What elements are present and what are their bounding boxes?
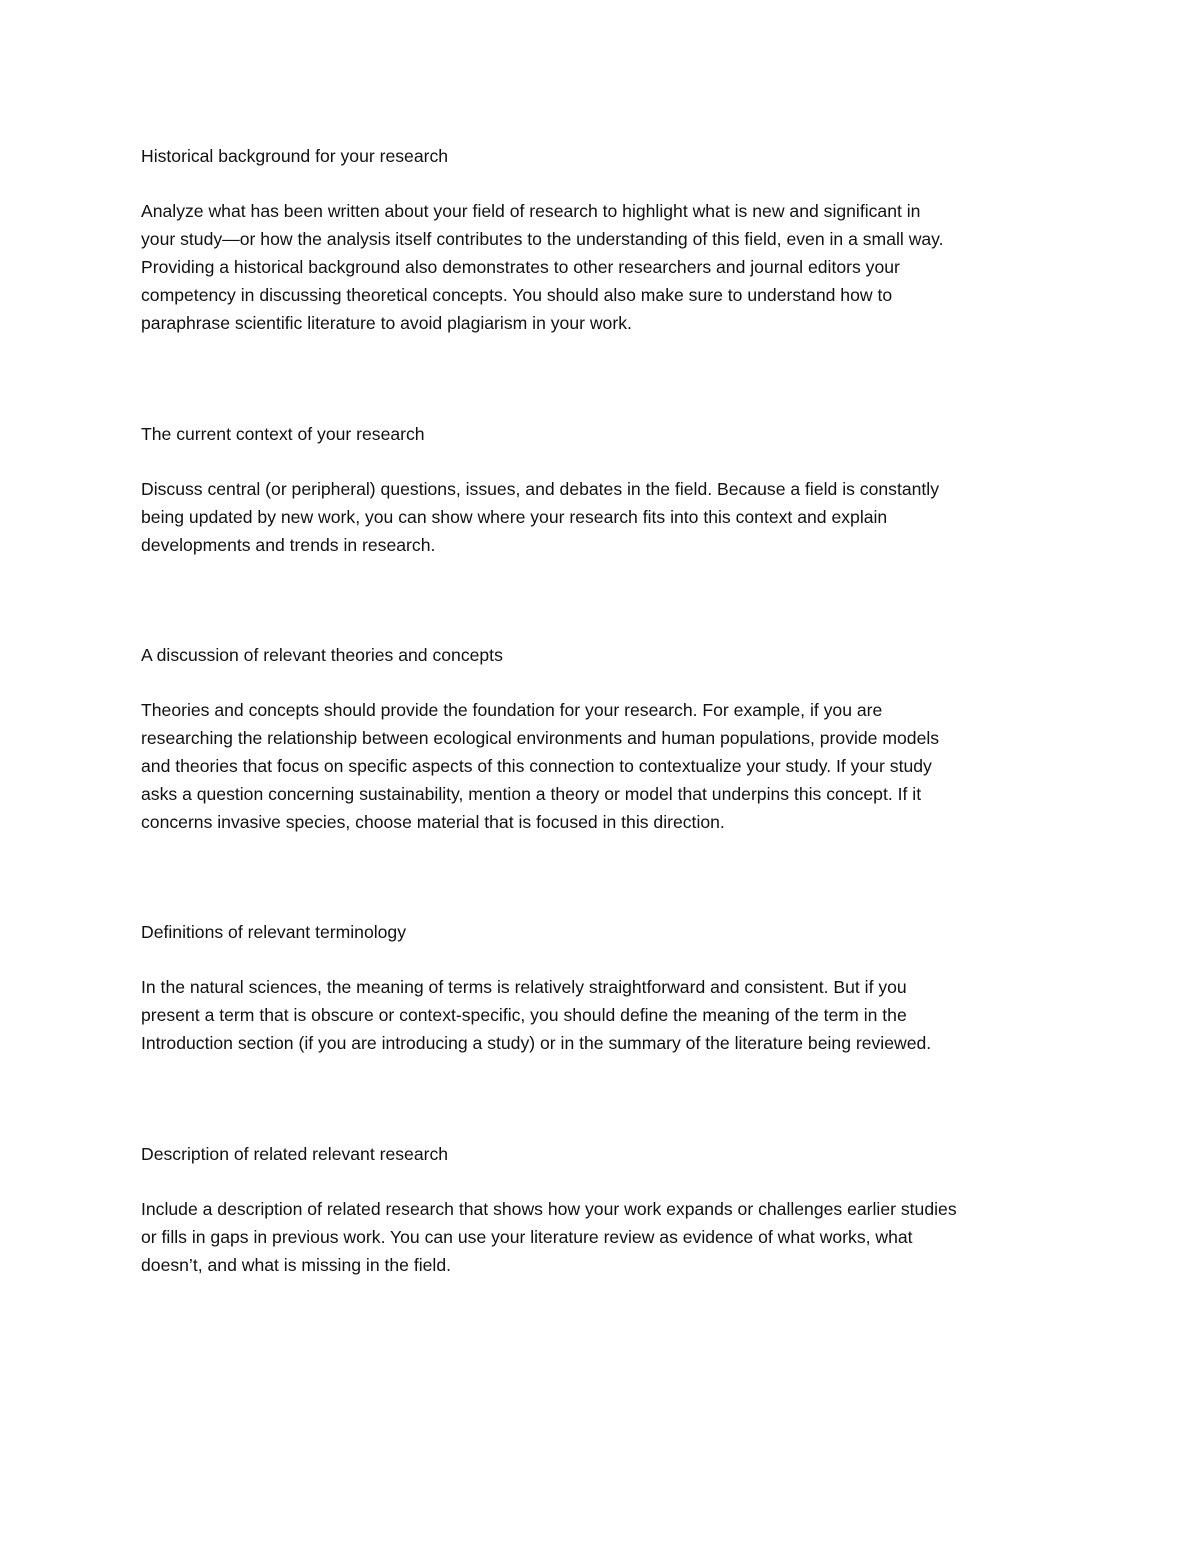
section-related-research [141,1140,1071,1279]
section-heading: Historical background for your research [141,146,449,166]
paragraph-line: Include a description of related research that shows how your work expands or challenges earlier studies [141,1199,957,1219]
paragraph-line: competency in discussing theoretical concepts. You should also make sure to understand how to [141,285,893,305]
paragraph-line: Discuss central (or peripheral) questions, issues, and debates in the field. Because a field is constantly [141,479,940,499]
paragraph-line: Providing a historical background also demonstrates to other researchers and journal editors your [141,257,900,277]
section-paragraph [141,973,1071,1057]
paragraph-line: your study—or how the analysis itself contributes to the understanding of this field, even in a small way. [141,229,944,249]
section-current-context [141,420,1071,559]
section-paragraph [141,197,1071,337]
paragraph-line: being updated by new work, you can show where your research fits into this context and explain [141,507,888,527]
paragraph-line: and theories that focus on specific aspects of this connection to contextualize your study. If your study [141,756,932,776]
section-terminology [141,918,1071,1057]
paragraph-line: or fills in gaps in previous work. You can use your literature review as evidence of what works, what [141,1227,913,1247]
section-theories-concepts [141,641,1071,836]
paragraph-line: Analyze what has been written about your field of research to highlight what is new and significant in [141,201,921,221]
paragraph-line: asks a question concerning sustainability, mention a theory or model that underpins this concept. If it [141,784,922,804]
paragraph-line: In the natural sciences, the meaning of terms is relatively straightforward and consistent. But if you [141,977,907,997]
section-historical-background [141,142,1071,337]
paragraph-line: concerns invasive species, choose material that is focused in this direction. [141,812,725,832]
paragraph-line: researching the relationship between ecological environments and human populations, provide models [141,728,940,748]
paragraph-line: developments and trends in research. [141,535,436,555]
paragraph-line: Introduction section (if you are introducing a study) or in the summary of the literature being reviewed. [141,1033,932,1053]
section-paragraph [141,475,1071,559]
section-heading: Description of related relevant research [141,1144,449,1164]
section-heading: Definitions of relevant terminology [141,922,407,942]
section-paragraph [141,1195,1071,1279]
section-heading: A discussion of relevant theories and concepts [141,645,503,665]
document-body [141,142,1071,1279]
section-paragraph [141,696,1071,836]
section-heading: The current context of your research [141,424,425,444]
paragraph-line: paraphrase scientific literature to avoid plagiarism in your work. [141,313,632,333]
paragraph-line: present a term that is obscure or context-specific, you should define the meaning of the term in the [141,1005,907,1025]
paragraph-line: doesn’t, and what is missing in the field. [141,1255,452,1275]
paragraph-line: Theories and concepts should provide the foundation for your research. For example, if you are [141,700,883,720]
